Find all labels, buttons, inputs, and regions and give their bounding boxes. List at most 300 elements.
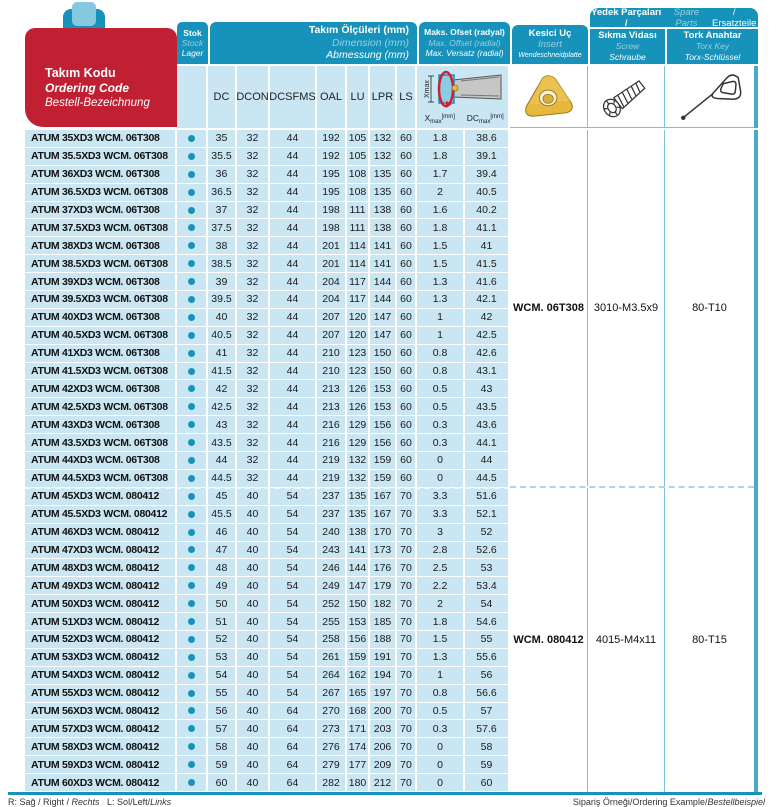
dim-cell-lpr: 167 xyxy=(370,506,397,524)
dim-cell-oal: 273 xyxy=(317,720,347,738)
ordering-code-cell: ATUM 43.5XD3 WCM. 06T308 xyxy=(25,434,177,452)
dim-cell-oal: 279 xyxy=(317,756,347,774)
dim-cell-dcsfms: 44 xyxy=(270,363,317,381)
dim-cell-dc: 48 xyxy=(208,559,237,577)
text-segment: R: Sağ / Right / xyxy=(8,797,72,807)
dim-cell-xmax: 1.7 xyxy=(417,166,465,184)
ordering-code-cell: ATUM 58XD3 WCM. 080412 xyxy=(25,738,177,756)
stock-dot-icon xyxy=(188,779,195,786)
group2-screw-cell: 4015-M4x11 xyxy=(588,488,665,792)
stock-cell xyxy=(177,703,208,721)
dim-cell-dcon: 32 xyxy=(237,398,270,416)
dim-cell-xmax: 3.3 xyxy=(417,488,465,506)
text-segment: Links xyxy=(150,797,172,807)
stock-cell xyxy=(177,595,208,613)
stock-cell xyxy=(177,720,208,738)
ordering-code-cell: ATUM 60XD3 WCM. 080412 xyxy=(25,774,177,792)
dim-cell-oal: 258 xyxy=(317,631,347,649)
dim-cell-lu: 180 xyxy=(347,774,370,792)
stock-dot-icon xyxy=(188,529,195,536)
group1-screw-cell: 3010-M3.5x9 xyxy=(588,130,665,486)
dim-cell-oal: 240 xyxy=(317,524,347,542)
dim-cell-oal: 219 xyxy=(317,470,347,488)
dim-cell-lu: 120 xyxy=(347,309,370,327)
dim-cell-ls: 70 xyxy=(397,595,417,613)
stock-dot-icon xyxy=(188,296,195,303)
dim-cell-dcsfms: 44 xyxy=(270,380,317,398)
dim-cell-dc: 42 xyxy=(208,380,237,398)
offset-diagram xyxy=(419,68,507,112)
dim-cell-lu: 147 xyxy=(347,577,370,595)
dim-cell-dcon: 32 xyxy=(237,184,270,202)
stock-dot-icon xyxy=(188,385,195,392)
dim-cell-lu: 162 xyxy=(347,667,370,685)
bottom-border xyxy=(8,792,762,795)
dim-cell-dcon: 32 xyxy=(237,416,270,434)
dim-cell-lpr: 141 xyxy=(370,237,397,255)
dim-cell-dcsfms: 44 xyxy=(270,291,317,309)
dim-cell-lpr: 150 xyxy=(370,345,397,363)
dim-cell-lu: 168 xyxy=(347,703,370,721)
dim-cell-xmax: 0.3 xyxy=(417,434,465,452)
dim-cell-dcsfms: 54 xyxy=(270,685,317,703)
stock-cell xyxy=(177,327,208,345)
dim-cell-oal: 264 xyxy=(317,667,347,685)
dim-cell-xmax: 0.5 xyxy=(417,380,465,398)
stock-dot-icon xyxy=(188,207,195,214)
spare-parts-area xyxy=(510,130,758,792)
dim-cell-dcsfms: 54 xyxy=(270,506,317,524)
ordering-code-cell: ATUM 47XD3 WCM. 080412 xyxy=(25,542,177,560)
dim-cell-dc: 51 xyxy=(208,613,237,631)
dim-cell-xmax: 2.2 xyxy=(417,577,465,595)
dim-cell-ls: 70 xyxy=(397,720,417,738)
stock-cell xyxy=(177,291,208,309)
dim-cell-oal: 282 xyxy=(317,774,347,792)
stock-cell xyxy=(177,542,208,560)
dim-cell-dcon: 32 xyxy=(237,380,270,398)
dim-cell-oal: 237 xyxy=(317,506,347,524)
dim-cell-ls: 60 xyxy=(397,255,417,273)
dim-cell-oal: 255 xyxy=(317,613,347,631)
dim-cell-dcon: 32 xyxy=(237,434,270,452)
dim-cell-dcmax: 41 xyxy=(465,237,510,255)
dim-cell-lpr: 150 xyxy=(370,363,397,381)
dim-cell-dcsfms: 64 xyxy=(270,703,317,721)
dim-cell-xmax: 1 xyxy=(417,309,465,327)
dim-cell-lpr: 179 xyxy=(370,577,397,595)
dim-cell-ls: 60 xyxy=(397,291,417,309)
dim-cell-lpr: 135 xyxy=(370,184,397,202)
dim-cell-dcmax: 41.6 xyxy=(465,273,510,291)
dim-cell-dc: 35.5 xyxy=(208,148,237,166)
dim-cell-dcon: 32 xyxy=(237,219,270,237)
ordering-code-cell: ATUM 46XD3 WCM. 080412 xyxy=(25,524,177,542)
stock-dot-icon xyxy=(188,350,195,357)
stock-dot-icon xyxy=(188,743,195,750)
dim-cell-dcmax: 41.1 xyxy=(465,219,510,237)
xmax-column-label: $X_{max}[mm]$ xyxy=(424,113,455,125)
dim-cell-dcmax: 55 xyxy=(465,631,510,649)
dim-cell-dcon: 32 xyxy=(237,291,270,309)
dim-cell-dc: 43.5 xyxy=(208,434,237,452)
group1-torx-key-cell: 80-T10 xyxy=(692,301,727,314)
dim-cell-dcon: 32 xyxy=(237,273,270,291)
col-header-oal: OAL xyxy=(317,66,347,128)
dim-cell-dc: 39.5 xyxy=(208,291,237,309)
dim-cell-lpr: 144 xyxy=(370,273,397,291)
dim-cell-lu: 126 xyxy=(347,380,370,398)
dim-cell-dcmax: 54.6 xyxy=(465,613,510,631)
ordering-code-cell: ATUM 35.5XD3 WCM. 06T308 xyxy=(25,148,177,166)
dim-cell-lu: 171 xyxy=(347,720,370,738)
dim-cell-dcon: 40 xyxy=(237,738,270,756)
offset-column-labels xyxy=(417,113,508,125)
dim-cell-dcmax: 52.1 xyxy=(465,506,510,524)
dim-cell-dcmax: 44.5 xyxy=(465,470,510,488)
stock-dot-icon xyxy=(188,493,195,500)
stock-dot-icon xyxy=(188,690,195,697)
ordering-code-cell: ATUM 51XD3 WCM. 080412 xyxy=(25,613,177,631)
stock-cell xyxy=(177,434,208,452)
stock-dot-icon xyxy=(188,600,195,607)
stock-cell xyxy=(177,667,208,685)
dim-cell-lu: 105 xyxy=(347,148,370,166)
stock-cell xyxy=(177,363,208,381)
dim-cell-dc: 41.5 xyxy=(208,363,237,381)
svg-text:Xmax: Xmax xyxy=(423,80,431,98)
dim-cell-dc: 36 xyxy=(208,166,237,184)
stock-dot-icon xyxy=(188,368,195,375)
dim-cell-xmax: 1.5 xyxy=(417,631,465,649)
stock-cell xyxy=(177,416,208,434)
dim-cell-ls: 70 xyxy=(397,577,417,595)
ordering-code-de: Bestell-Bezeichnung xyxy=(45,97,150,109)
dim-cell-dcon: 40 xyxy=(237,774,270,792)
dim-cell-lu: 129 xyxy=(347,416,370,434)
ordering-code-cell: ATUM 38.5XD3 WCM. 06T308 xyxy=(25,255,177,273)
dim-cell-dcsfms: 44 xyxy=(270,184,317,202)
dim-cell-dcsfms: 54 xyxy=(270,559,317,577)
dim-cell-dc: 50 xyxy=(208,595,237,613)
dim-cell-dcmax: 42.6 xyxy=(465,345,510,363)
dim-cell-dc: 43 xyxy=(208,416,237,434)
stock-cell xyxy=(177,398,208,416)
stock-dot-icon xyxy=(188,421,195,428)
dim-cell-dcsfms: 54 xyxy=(270,577,317,595)
dim-cell-oal: 237 xyxy=(317,488,347,506)
stock-subheader-cell xyxy=(177,66,208,128)
dim-cell-oal: 198 xyxy=(317,219,347,237)
dim-cell-dc: 60 xyxy=(208,774,237,792)
dim-cell-dcsfms: 54 xyxy=(270,631,317,649)
dim-cell-dcmax: 44 xyxy=(465,452,510,470)
dim-cell-xmax: 1.3 xyxy=(417,291,465,309)
dim-cell-lu: 153 xyxy=(347,613,370,631)
dim-cell-dcmax: 59 xyxy=(465,756,510,774)
dim-cell-oal: 207 xyxy=(317,327,347,345)
stock-cell xyxy=(177,506,208,524)
dim-cell-ls: 60 xyxy=(397,398,417,416)
ordering-code-cell: ATUM 40XD3 WCM. 06T308 xyxy=(25,309,177,327)
dim-cell-dcon: 40 xyxy=(237,506,270,524)
dim-cell-dcsfms: 44 xyxy=(270,202,317,220)
dim-cell-ls: 60 xyxy=(397,416,417,434)
dim-cell-dcon: 40 xyxy=(237,595,270,613)
ordering-code-cell: ATUM 41.5XD3 WCM. 06T308 xyxy=(25,363,177,381)
dim-cell-dcmax: 39.4 xyxy=(465,166,510,184)
dim-cell-lu: 111 xyxy=(347,202,370,220)
dim-cell-oal: 210 xyxy=(317,363,347,381)
dim-cell-lu: 174 xyxy=(347,738,370,756)
dim-cell-xmax: 1 xyxy=(417,327,465,345)
dim-cell-oal: 243 xyxy=(317,542,347,560)
dim-cell-dc: 41 xyxy=(208,345,237,363)
dim-cell-dcon: 40 xyxy=(237,703,270,721)
dim-cell-ls: 60 xyxy=(397,202,417,220)
dim-cell-oal: 249 xyxy=(317,577,347,595)
stock-cell xyxy=(177,184,208,202)
dim-cell-dcmax: 42.1 xyxy=(465,291,510,309)
dcmax-column-label: $DC_{max}[mm]$ xyxy=(466,113,504,125)
dim-cell-dcon: 40 xyxy=(237,685,270,703)
stock-dot-icon xyxy=(188,224,195,231)
dim-cell-ls: 60 xyxy=(397,148,417,166)
dim-cell-lu: 120 xyxy=(347,327,370,345)
dim-cell-dcmax: 42 xyxy=(465,309,510,327)
dim-cell-lpr: 182 xyxy=(370,595,397,613)
dim-cell-lpr: 197 xyxy=(370,685,397,703)
ordering-code-cell: ATUM 45.5XD3 WCM. 080412 xyxy=(25,506,177,524)
dim-cell-dcsfms: 44 xyxy=(270,273,317,291)
dim-cell-dcmax: 43.6 xyxy=(465,416,510,434)
torx-key-icon xyxy=(669,71,751,123)
dim-cell-dcsfms: 44 xyxy=(270,130,317,148)
dim-cell-lu: 123 xyxy=(347,345,370,363)
dim-cell-lu: 117 xyxy=(347,291,370,309)
dim-cell-dcon: 32 xyxy=(237,470,270,488)
ordering-code-cell: ATUM 41XD3 WCM. 06T308 xyxy=(25,345,177,363)
dim-cell-dc: 49 xyxy=(208,577,237,595)
screw-header: Sıkma Vidası Screw Schraube xyxy=(590,29,665,64)
dim-cell-xmax: 0.3 xyxy=(417,720,465,738)
dim-cell-lu: 129 xyxy=(347,434,370,452)
footer-legend xyxy=(8,797,171,807)
stock-cell xyxy=(177,649,208,667)
ordering-code-cell: ATUM 36XD3 WCM. 06T308 xyxy=(25,166,177,184)
stock-dot-icon xyxy=(188,761,195,768)
stock-cell xyxy=(177,559,208,577)
dim-cell-dc: 44.5 xyxy=(208,470,237,488)
col-header-ls: LS xyxy=(397,66,417,128)
stock-cell xyxy=(177,631,208,649)
dim-cell-dc: 55 xyxy=(208,685,237,703)
dim-cell-dc: 37.5 xyxy=(208,219,237,237)
dim-cell-oal: 246 xyxy=(317,559,347,577)
ordering-code-cell: ATUM 54XD3 WCM. 080412 xyxy=(25,667,177,685)
col-header-lu: LU xyxy=(347,66,370,128)
dim-cell-dc: 42.5 xyxy=(208,398,237,416)
dim-cell-xmax: 3 xyxy=(417,524,465,542)
dim-cell-dcmax: 41.5 xyxy=(465,255,510,273)
dim-cell-dcmax: 44.1 xyxy=(465,434,510,452)
dim-cell-xmax: 0.8 xyxy=(417,363,465,381)
screw-image-cell xyxy=(588,66,665,128)
max-offset-header: Maks. Ofset (radyal) Max. Offset (radial) Max. Versatz (radial) xyxy=(419,22,510,64)
dim-cell-dcon: 40 xyxy=(237,756,270,774)
dim-cell-lpr: 200 xyxy=(370,703,397,721)
dim-cell-dcon: 32 xyxy=(237,363,270,381)
dim-cell-dcsfms: 54 xyxy=(270,667,317,685)
dim-cell-xmax: 1.3 xyxy=(417,649,465,667)
dim-cell-ls: 70 xyxy=(397,756,417,774)
stock-cell xyxy=(177,219,208,237)
ordering-code-cell: ATUM 57XD3 WCM. 080412 xyxy=(25,720,177,738)
dim-cell-lpr: 203 xyxy=(370,720,397,738)
dim-cell-lu: 126 xyxy=(347,398,370,416)
stock-dot-icon xyxy=(188,260,195,267)
dim-cell-ls: 70 xyxy=(397,738,417,756)
dim-cell-xmax: 1.8 xyxy=(417,130,465,148)
dim-cell-dc: 46 xyxy=(208,524,237,542)
dim-cell-dc: 52 xyxy=(208,631,237,649)
stock-cell xyxy=(177,309,208,327)
stock-cell xyxy=(177,166,208,184)
stock-dot-icon xyxy=(188,475,195,482)
dim-cell-dcsfms: 54 xyxy=(270,488,317,506)
group-separator-line xyxy=(25,487,510,489)
ordering-code-cell: ATUM 49XD3 WCM. 080412 xyxy=(25,577,177,595)
dim-cell-ls: 60 xyxy=(397,470,417,488)
dim-cell-lpr: 156 xyxy=(370,434,397,452)
dim-cell-dcsfms: 64 xyxy=(270,756,317,774)
dim-cell-lu: 177 xyxy=(347,756,370,774)
text-segment: L: Sol/Left/ xyxy=(99,797,151,807)
dim-cell-lpr: 153 xyxy=(370,380,397,398)
dim-cell-dcon: 40 xyxy=(237,542,270,560)
dim-cell-lpr: 206 xyxy=(370,738,397,756)
col-header-lpr: LPR xyxy=(370,66,397,128)
stock-cell xyxy=(177,685,208,703)
stock-cell xyxy=(177,345,208,363)
dim-cell-ls: 60 xyxy=(397,237,417,255)
dim-cell-lpr: 159 xyxy=(370,452,397,470)
dim-cell-dcsfms: 54 xyxy=(270,595,317,613)
dim-cell-lu: 108 xyxy=(347,166,370,184)
dim-cell-lpr: 138 xyxy=(370,219,397,237)
stock-cell xyxy=(177,202,208,220)
stock-dot-icon xyxy=(188,582,195,589)
dim-cell-dcmax: 40.2 xyxy=(465,202,510,220)
dim-cell-dcmax: 53 xyxy=(465,559,510,577)
ordering-code-cell: ATUM 44.5XD3 WCM. 06T308 xyxy=(25,470,177,488)
dim-cell-dc: 47 xyxy=(208,542,237,560)
dim-cell-xmax: 0 xyxy=(417,470,465,488)
dim-cell-xmax: 2 xyxy=(417,595,465,613)
dim-cell-xmax: 0 xyxy=(417,738,465,756)
dim-cell-xmax: 1.8 xyxy=(417,613,465,631)
stock-dot-icon xyxy=(188,564,195,571)
dim-cell-dc: 38.5 xyxy=(208,255,237,273)
stock-cell xyxy=(177,130,208,148)
stock-dot-icon xyxy=(188,636,195,643)
dim-cell-dcsfms: 44 xyxy=(270,166,317,184)
col-header-dc: DC xyxy=(208,66,237,128)
stock-cell xyxy=(177,470,208,488)
dim-cell-dcmax: 58 xyxy=(465,738,510,756)
dim-cell-xmax: 1.5 xyxy=(417,237,465,255)
stock-dot-icon xyxy=(188,457,195,464)
stock-dot-icon xyxy=(188,707,195,714)
dim-cell-ls: 60 xyxy=(397,130,417,148)
dim-cell-dcon: 40 xyxy=(237,613,270,631)
dim-cell-oal: 195 xyxy=(317,166,347,184)
ordering-code-cell: ATUM 44XD3 WCM. 06T308 xyxy=(25,452,177,470)
dim-cell-dcon: 40 xyxy=(237,720,270,738)
dim-cell-xmax: 3.3 xyxy=(417,506,465,524)
dim-cell-dcon: 32 xyxy=(237,202,270,220)
dim-cell-oal: 192 xyxy=(317,130,347,148)
dim-cell-ls: 70 xyxy=(397,774,417,792)
dim-cell-dcsfms: 64 xyxy=(270,720,317,738)
dim-cell-ls: 70 xyxy=(397,613,417,631)
dim-cell-lu: 150 xyxy=(347,595,370,613)
stock-cell xyxy=(177,488,208,506)
ordering-code-cell: ATUM 36.5XD3 WCM. 06T308 xyxy=(25,184,177,202)
dim-cell-lpr: 147 xyxy=(370,327,397,345)
stock-dot-icon xyxy=(188,242,195,249)
dim-cell-oal: 216 xyxy=(317,434,347,452)
dim-cell-lu: 132 xyxy=(347,470,370,488)
text-segment: / Ersatzteile xyxy=(712,6,757,29)
dim-cell-lu: 135 xyxy=(347,506,370,524)
dim-cell-dcmax: 53.4 xyxy=(465,577,510,595)
stock-cell xyxy=(177,273,208,291)
dim-cell-xmax: 1.3 xyxy=(417,273,465,291)
dim-cell-dc: 54 xyxy=(208,667,237,685)
ordering-code-cell: ATUM 35XD3 WCM. 06T308 xyxy=(25,130,177,148)
dim-cell-dcsfms: 44 xyxy=(270,470,317,488)
dim-cell-dcsfms: 44 xyxy=(270,398,317,416)
dim-cell-xmax: 0.5 xyxy=(417,398,465,416)
dim-cell-oal: 204 xyxy=(317,273,347,291)
dim-cell-ls: 60 xyxy=(397,345,417,363)
dim-cell-dcmax: 42.5 xyxy=(465,327,510,345)
dim-cell-ls: 70 xyxy=(397,649,417,667)
tool-table-body xyxy=(25,130,510,792)
dim-cell-dc: 45 xyxy=(208,488,237,506)
dim-cell-xmax: 1.8 xyxy=(417,219,465,237)
dim-cell-oal: 270 xyxy=(317,703,347,721)
dim-cell-lu: 144 xyxy=(347,559,370,577)
dim-cell-dcon: 32 xyxy=(237,166,270,184)
stock-dot-icon xyxy=(188,135,195,142)
stock-cell xyxy=(177,524,208,542)
dim-cell-ls: 60 xyxy=(397,273,417,291)
dim-cell-lpr: 209 xyxy=(370,756,397,774)
dim-cell-oal: 192 xyxy=(317,148,347,166)
dim-cell-lpr: 185 xyxy=(370,613,397,631)
footer-ordering-example xyxy=(573,797,765,807)
stock-cell xyxy=(177,452,208,470)
dim-cell-ls: 70 xyxy=(397,631,417,649)
dim-cell-dcsfms: 44 xyxy=(270,416,317,434)
dim-cell-dc: 36.5 xyxy=(208,184,237,202)
dim-cell-dcmax: 43.5 xyxy=(465,398,510,416)
stock-cell xyxy=(177,738,208,756)
dim-cell-lu: 108 xyxy=(347,184,370,202)
dim-cell-xmax: 0.8 xyxy=(417,345,465,363)
